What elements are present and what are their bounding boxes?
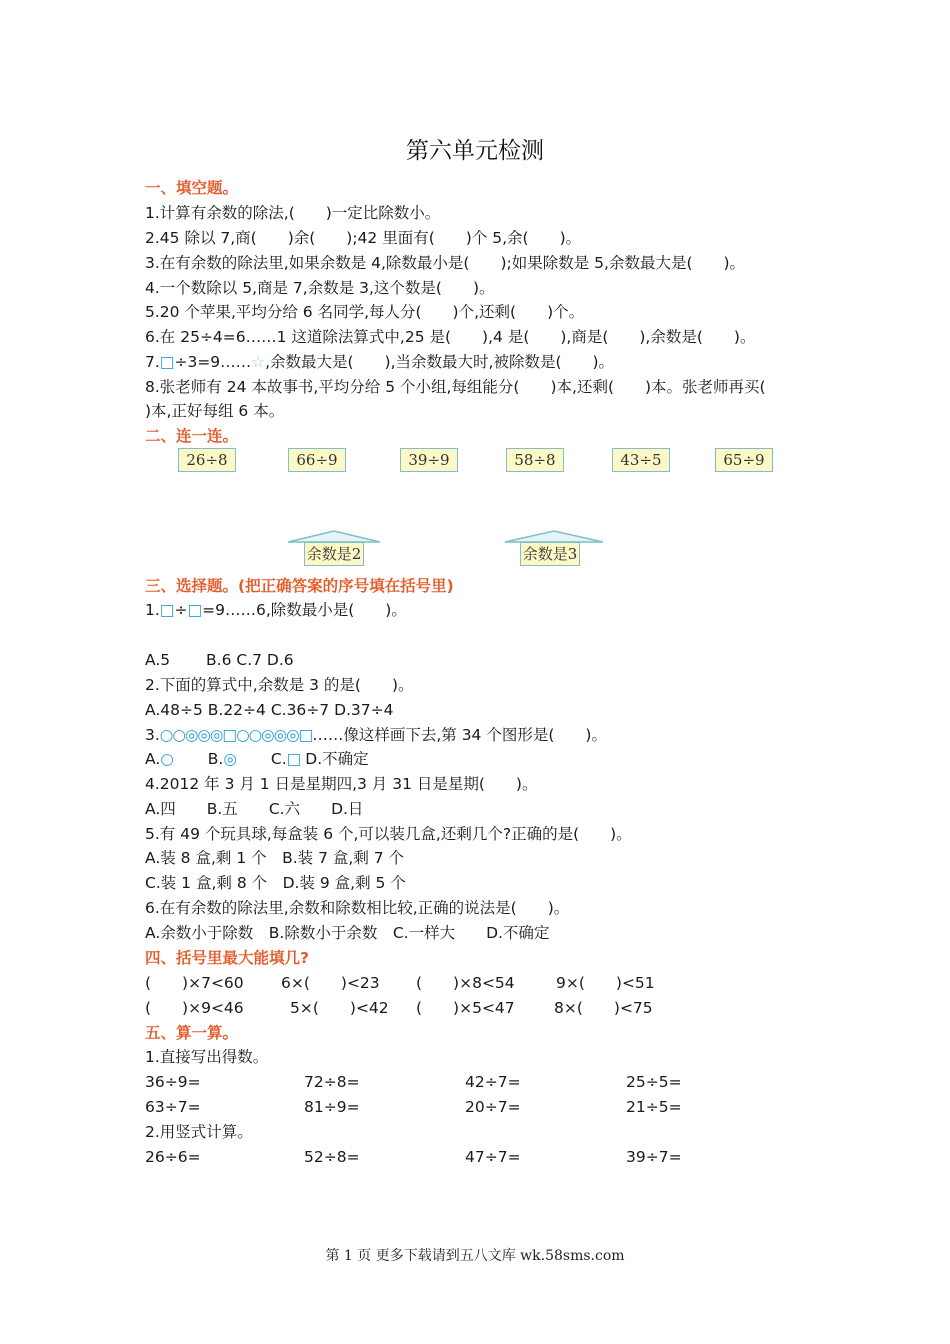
section-1-heading: 一、填空题。 (145, 179, 239, 197)
s1-question-3: 3.在有余数的除法里,如果余数是 4,除数最小是( );如果除数是 5,余数最大是( )。 (145, 254, 746, 272)
s3-q3-options (145, 749, 369, 769)
circle-symbol: ○ (160, 750, 174, 768)
square-symbol: □ (159, 601, 175, 619)
q7-mid: ÷3=9…… (174, 353, 252, 371)
s5-r3-c4: 39÷7= (626, 1148, 682, 1166)
q3-opt-b: B. (207, 750, 224, 768)
s1-question-7 (145, 352, 614, 372)
house-label-2[interactable]: 余数是3 (520, 542, 580, 566)
s5-r1-c3: 42÷7= (465, 1073, 521, 1091)
s1-question-5: 5.20 个苹果,平均分给 6 名同学,每人分( )个,还剩( )个。 (145, 303, 585, 321)
s4-r2-c4: 8×( )<75 (554, 999, 653, 1017)
s3-q4-options: A.四 B.五 C.六 D.日 (145, 800, 364, 818)
s3-q2-options: A.48÷5 B.22÷4 C.36÷7 D.37÷4 (145, 701, 394, 719)
section-3-heading: 三、选择题。(把正确答案的序号填在括号里) (145, 577, 454, 595)
q3-rest: ……像这样画下去,第 34 个图形是( )。 (312, 726, 607, 744)
s4-r2-c2: 5×( )<42 (290, 999, 389, 1017)
q7-rest: ,余数最大是( ),当余数最大时,被除数是( )。 (265, 353, 615, 371)
star-symbol: ☆ (251, 353, 266, 371)
s3-q5-options-2: C.装 1 盒,剩 8 个 D.装 9 盒,剩 5 个 (145, 874, 406, 892)
q1-divide: ÷ (174, 601, 188, 619)
shape-sequence: ○○◎◎◎□○○◎◎◎□ (159, 726, 313, 744)
s1-question-4: 4.一个数除以 5,商是 7,余数是 3,这个数是( )。 (145, 279, 495, 297)
s5-r2-c1: 63÷7= (145, 1098, 201, 1116)
s3-q6-options: A.余数小于除数 B.除数小于余数 C.一样大 D.不确定 (145, 924, 550, 942)
s3-question-5: 5.有 49 个玩具球,每盒装 6 个,可以装几盒,还剩几个?正确的是( )。 (145, 825, 632, 843)
match-box-4[interactable]: 58÷8 (506, 448, 564, 472)
s5-sub-1: 1.直接写出得数。 (145, 1048, 269, 1066)
s5-r1-c4: 25÷5= (626, 1073, 682, 1091)
match-box-6[interactable]: 65÷9 (715, 448, 773, 472)
s5-r2-c3: 20÷7= (465, 1098, 521, 1116)
s5-r3-c1: 26÷6= (145, 1148, 201, 1166)
q3-opt-a: A. (145, 750, 161, 768)
q1-rest: =9……6,除数最小是( )。 (202, 601, 407, 619)
square-symbol: □ (187, 601, 203, 619)
q7-prefix: 7. (145, 353, 160, 371)
q3-opt-d: D.不确定 (305, 750, 369, 768)
s5-r1-c2: 72÷8= (304, 1073, 360, 1091)
match-box-5[interactable]: 43÷5 (612, 448, 670, 472)
s5-r1-c1: 36÷9= (145, 1073, 201, 1091)
section-4-heading: 四、括号里最大能填几? (145, 949, 309, 967)
q3-prefix: 3. (145, 726, 160, 744)
s3-q1-options: A.5 B.6 C.7 D.6 (145, 651, 294, 669)
s4-r2-c3: ( )×5<47 (416, 999, 515, 1017)
s1-question-8-line1: 8.张老师有 24 本故事书,平均分给 5 个小组,每组能分( )本,还剩( )本。张老师再买( (145, 378, 766, 396)
s5-r3-c3: 47÷7= (465, 1148, 521, 1166)
s1-question-6: 6.在 25÷4=6……1 这道除法算式中,25 是( ),4 是( ),商是( ),余数是( )。 (145, 328, 756, 346)
house-label-1[interactable]: 余数是2 (304, 542, 364, 566)
square-symbol: □ (159, 353, 175, 371)
q3-opt-c: C. (270, 750, 287, 768)
s3-question-4: 4.2012 年 3 月 1 日是星期四,3 月 31 日是星期( )。 (145, 775, 538, 793)
match-box-3[interactable]: 39÷9 (400, 448, 458, 472)
page-title: 第六单元检测 (406, 138, 544, 164)
s4-r1-c3: ( )×8<54 (416, 974, 515, 992)
s4-r1-c2: 6×( )<23 (281, 974, 380, 992)
s3-q5-options-1: A.装 8 盒,剩 1 个 B.装 7 盒,剩 7 个 (145, 849, 405, 867)
s1-question-8-line2: )本,正好每组 6 本。 (145, 402, 285, 420)
s5-r2-c4: 21÷5= (626, 1098, 682, 1116)
s5-sub-2: 2.用竖式计算。 (145, 1123, 253, 1141)
s1-question-2: 2.45 除以 7,商( )余( );42 里面有( )个 5,余( )。 (145, 229, 582, 247)
s3-question-3 (145, 725, 607, 745)
s3-question-2: 2.下面的算式中,余数是 3 的是( )。 (145, 676, 414, 694)
page-footer: 第 1 页 更多下载请到五八文库 wk.58sms.com (325, 1248, 625, 1264)
section-5-heading: 五、算一算。 (145, 1024, 239, 1042)
s4-r2-c1: ( )×9<46 (145, 999, 244, 1017)
s4-r1-c4: 9×( )<51 (556, 974, 655, 992)
s5-r3-c2: 52÷8= (304, 1148, 360, 1166)
double-circle-symbol: ◎ (223, 750, 237, 768)
q1-prefix: 1. (145, 601, 160, 619)
s3-question-6: 6.在有余数的除法里,余数和除数相比较,正确的说法是( )。 (145, 899, 570, 917)
section-2-heading: 二、连一连。 (145, 427, 239, 445)
match-box-1[interactable]: 26÷8 (178, 448, 236, 472)
s3-question-1 (145, 600, 407, 620)
s1-question-1: 1.计算有余数的除法,( )一定比除数小。 (145, 204, 441, 222)
s4-r1-c1: ( )×7<60 (145, 974, 244, 992)
s5-r2-c2: 81÷9= (304, 1098, 360, 1116)
match-box-2[interactable]: 66÷9 (288, 448, 346, 472)
square-symbol: □ (286, 750, 302, 768)
